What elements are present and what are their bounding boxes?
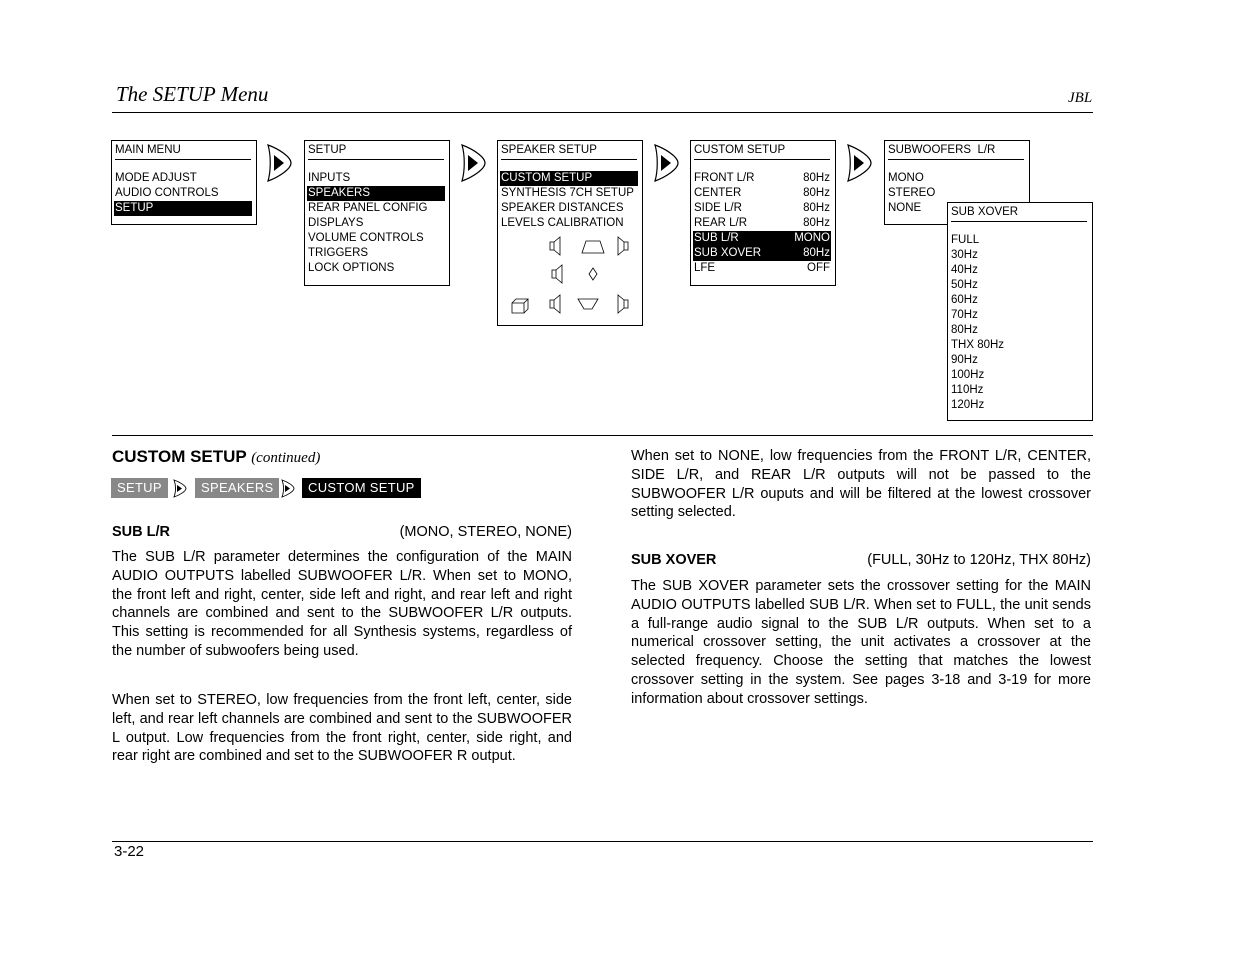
main-menu-box (111, 140, 257, 225)
header-rule (112, 112, 1093, 113)
option-full[interactable]: FULL (951, 234, 980, 246)
speaker-icon (618, 237, 628, 255)
section-title (112, 447, 320, 467)
setting-row-sub-xover[interactable] (693, 246, 831, 261)
menu-item-custom-setup[interactable]: CUSTOM SETUP (500, 171, 638, 186)
option-50hz[interactable]: 50Hz (951, 279, 978, 291)
brand-label: JBL (1068, 90, 1093, 106)
option-stereo[interactable]: STEREO (888, 187, 936, 199)
page-number: 3-22 (114, 843, 145, 860)
setup-menu-title: SETUP (308, 143, 444, 160)
speaker-icon (552, 265, 562, 283)
setting-value: 80Hz (803, 202, 830, 214)
menu-item-displays[interactable]: DISPLAYS (308, 217, 364, 229)
speaker-layout-diagram (506, 233, 634, 321)
setting-label: SIDE L/R (694, 202, 742, 214)
footer-rule (112, 841, 1093, 842)
paragraph-sub-lr-mono: The SUB L/R parameter determines the configuration of the MAIN AUDIO OUTPUTS labelled SUBWOOFER L/R. When set to MONO, the front left and right, center, side left and right, and rear left and right channels are combined and sent to the SUBWOOFER L/R outputs. This setting is recommended for all Synthesis systems, regardless of the number of subwoofers being used. (112, 549, 572, 659)
continued-label: (continued) (251, 450, 321, 466)
option-70hz[interactable]: 70Hz (951, 309, 978, 321)
arrow-right-icon (280, 478, 296, 499)
option-thx-80hz[interactable]: THX 80Hz (951, 339, 1005, 351)
setting-value: MONO (794, 232, 830, 244)
menu-item-synthesis-7ch-setup[interactable]: SYNTHESIS 7CH SETUP (501, 187, 634, 199)
menu-item-triggers[interactable]: TRIGGERS (308, 247, 369, 259)
option-100hz[interactable]: 100Hz (951, 369, 985, 381)
setting-label: FRONT L/R (694, 172, 755, 184)
setting-row-center[interactable] (693, 186, 831, 201)
main-menu-title: MAIN MENU (115, 143, 251, 160)
custom-setup-menu-box (690, 140, 836, 286)
arrow-right-icon (845, 141, 873, 185)
subwoofers-menu-title: SUBWOOFERS L/R (888, 143, 1024, 160)
option-90hz[interactable]: 90Hz (951, 354, 978, 366)
menu-item-speaker-distances[interactable]: SPEAKER DISTANCES (501, 202, 624, 214)
param-options: (MONO, STEREO, NONE) (399, 524, 572, 540)
arrow-right-icon (265, 141, 293, 185)
option-110hz[interactable]: 110Hz (951, 384, 984, 396)
menu-item-levels-calibration[interactable]: LEVELS CALIBRATION (501, 217, 624, 229)
custom-setup-menu-title: CUSTOM SETUP (694, 143, 830, 160)
setup-menu-box (304, 140, 450, 286)
param-name: SUB XOVER (631, 552, 717, 568)
setting-label: SUB XOVER (694, 247, 762, 259)
setting-row-lfe[interactable] (693, 261, 831, 276)
speaker-icon (550, 295, 560, 313)
menu-item-mode-adjust[interactable]: MODE ADJUST (115, 172, 197, 184)
setting-label: SUB L/R (694, 232, 739, 244)
menu-item-inputs[interactable]: INPUTS (308, 172, 351, 184)
page-title: The SETUP Menu (116, 82, 269, 106)
speaker-setup-menu-box (497, 140, 643, 326)
setting-label: LFE (694, 262, 716, 274)
paragraph-sub-lr-none: When set to NONE, low frequencies from the FRONT L/R, CENTER, SIDE L/R, and REAR L/R outputs will not be passed to the SUBWOOFER L/R ouputs and will be filtered at the lowest crossover setting selected. (631, 448, 1091, 521)
option-none[interactable]: NONE (888, 202, 922, 214)
menu-item-lock-options[interactable]: LOCK OPTIONS (308, 262, 395, 274)
setting-value: 80Hz (803, 217, 830, 229)
param-options: (FULL, 30Hz to 120Hz, THX 80Hz) (867, 552, 1091, 568)
setting-row-rear-lr[interactable] (693, 216, 831, 231)
setting-value: 80Hz (803, 247, 830, 259)
option-40hz[interactable]: 40Hz (951, 264, 978, 276)
option-80hz[interactable]: 80Hz (951, 324, 978, 336)
setting-value: 80Hz (803, 172, 830, 184)
arrow-right-icon (459, 141, 487, 185)
menu-item-speakers[interactable]: SPEAKERS (307, 186, 445, 201)
option-120hz[interactable]: 120Hz (951, 399, 985, 411)
option-mono[interactable]: MONO (888, 172, 924, 184)
speaker-icon (618, 295, 628, 313)
section-title-text: CUSTOM SETUP (112, 447, 247, 466)
param-heading-sub-xover (631, 552, 1091, 568)
paragraph-sub-lr-stereo: When set to STEREO, low frequencies from the front left, center, side left, and rear left channels are combined and sent to the SUBWOOFER L output. Low frequencies from the front right, center, side right, and rear right are combined and set to the SUBWOOFER R output. (112, 692, 572, 765)
setting-label: REAR L/R (694, 217, 748, 229)
option-60hz[interactable]: 60Hz (951, 294, 978, 306)
setting-row-side-lr[interactable] (693, 201, 831, 216)
arrow-right-icon (652, 141, 680, 185)
sub-xover-menu-title: SUB XOVER (951, 205, 1087, 222)
setting-label: CENTER (694, 187, 742, 199)
listener-icon (589, 268, 597, 280)
breadcrumb-speakers[interactable]: SPEAKERS (195, 478, 279, 498)
option-30hz[interactable]: 30Hz (951, 249, 978, 261)
arrow-right-icon (172, 478, 188, 499)
subwoofer-icon (512, 299, 528, 313)
paragraph-sub-xover: The SUB XOVER parameter sets the crossover setting for the MAIN AUDIO OUTPUTS labelled SUB L/R. When set to FULL, the unit sends a full-range audio signal to the SUB L/R outputs. When set to a numerical crossover setting, the unit activates a crossover at the selected frequency. Choose the setting that matches the lowest crossover setting in the system. See pages 3-18 and 3-19 for more information about crossover settings. (631, 578, 1091, 707)
setting-value: OFF (807, 262, 830, 274)
setting-row-sub-lr[interactable] (693, 231, 831, 246)
speaker-icon (550, 237, 560, 255)
setting-value: 80Hz (803, 187, 830, 199)
breadcrumb-setup[interactable]: SETUP (111, 478, 168, 498)
menu-item-setup[interactable]: SETUP (114, 201, 252, 216)
sub-xover-menu-box (947, 202, 1093, 421)
speaker-icon (578, 299, 598, 309)
speaker-setup-menu-title: SPEAKER SETUP (501, 143, 637, 160)
setting-row-front-lr[interactable] (693, 171, 831, 186)
menu-item-volume-controls[interactable]: VOLUME CONTROLS (308, 232, 424, 244)
param-heading-sub-lr (112, 524, 572, 540)
section-rule (112, 435, 1093, 436)
breadcrumb-custom-setup[interactable]: CUSTOM SETUP (302, 478, 421, 498)
menu-item-audio-controls[interactable]: AUDIO CONTROLS (115, 187, 219, 199)
speaker-icon (582, 241, 604, 253)
param-name: SUB L/R (112, 524, 170, 540)
menu-item-rear-panel-config[interactable]: REAR PANEL CONFIG (308, 202, 428, 214)
